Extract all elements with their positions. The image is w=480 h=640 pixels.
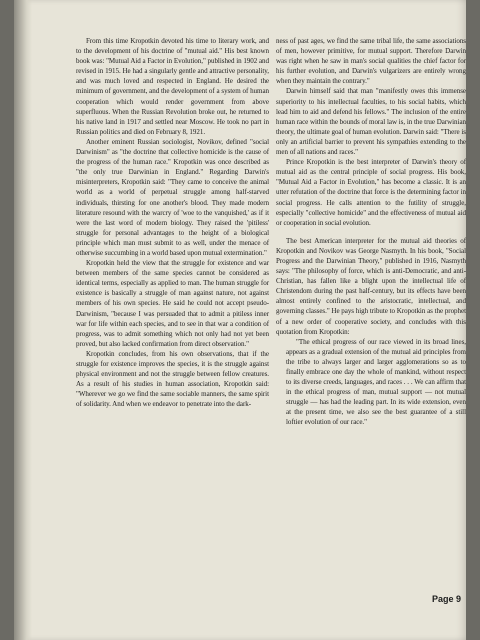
paragraph: Kropotkin held the view that the struggle for existence and war between members of the same species cannot be considered as identical terms, especially as applied to man. The human struggle for existence is basically a struggle of man against nature, not against members of his own species. He said he could not accept pseudo-Darwinism, "because I was persuaded that to admit a pitiless inner war for life within each species, and to see in that war a condition of progress, was to admit something which not only had not yet been proved, but also lacked confirmation from direct observation." bbox=[76, 259, 269, 348]
paragraph: Darwin himself said that man "manifestly owes this immense superiority to his intellectual faculties, to his social habits, which lead him to aid and defend his fellows." The inclusion of the entire human race within the bounds of moral law is, in the true Darwinian theory, the ultimate goal of human evolution. Darwin said: "There is only an artificial barrier to prevent his sympathies extending to the men of all nations and races." bbox=[276, 87, 466, 157]
page-number: Page 9 bbox=[432, 594, 462, 604]
paragraph: From this time Kropotkin devoted his time to literary work, and to the development of his doctrine of "mutual aid." His best known book was: "Mutual Aid a Factor in Evolution," published in 1902 and revised in 1915. He had a singularly gentle and attractive personality, and was much loved and respected in England. He desired the minimum of government, and the development of a system of human cooperation which would render government from above superfluous. When the Russian Revolution broke out, he returned to his native land in 1917 and settled near Moscow. He took no part in Russian politics and died on February 8, 1921. bbox=[76, 37, 269, 136]
block-quote: "The ethical progress of our race viewed in its broad lines, appears as a gradual extension of the mutual aid principles from the tribe to always larger and larger agglomerations so as to finally embrace one day the whole of mankind, without respect to its diverse creeds, languages, and races . . . We can affirm that in the ethical progress of man, mutual support — not mutual struggle — has had the leading part. In its wide extension, even at the present time, we also see the best guarantee of a still loftier evolution of our race." bbox=[286, 337, 466, 427]
paragraph: Kropotkin concludes, from his own observations, that if the struggle for existence improves the species, it is the struggle against physical environment and not the struggle between fellow creatures. As a result of his studies in human association, Kropotkin said: "Wherever we go we find the same sociable manners, the same spirit of solidarity. And when we endeavor to penetrate into the dark- bbox=[76, 349, 269, 409]
paragraph: The best American interpreter for the mutual aid theories of Kropotkin and Novikov was George Nasmyth. In his book, "Social Progress and the Darwinian Theory," published in 1916, Nasmyth says: "The philosophy of force, which is anti-Democratic, and anti-Christian, has fallen like a blight upon the intellectual life of Christendom during the past half-century, but its effects have been almost entirely confined to the aristocratic, intellectual, and governing classes." He pays high tribute to Kropotkin as the prophet of a new order of cooperative society, and concludes with this quotation from Kropotkin: bbox=[276, 236, 466, 336]
paragraph: Another eminent Russian sociologist, Novikov, defined "social Darwinism" as "the doctrine that collective homicide is the cause of the progress of the human race." Kropotkin was once described as "the only true Darwinian in England." Regarding Darwin's misinterpreters, Kropotkin said: "They came to conceive the animal world as a world of perpetual struggle among half-starved individuals, thirsting for one another's blood. They made modern literature resound with the warcry of 'woe to the vanquished,' as if it were the last word of modern biology. They raised the 'pitiless' struggle for personal advantages to the height of a biological principle which man must submit to as well, under the menace of otherwise succumbing in a world based upon mutual extermination." bbox=[76, 137, 269, 257]
right-text-column bbox=[276, 36, 466, 428]
binding-fold bbox=[14, 0, 32, 640]
paragraph-continuation: ness of past ages, we find the same tribal life, the same associations of men, however primitive, for mutual support. Therefore Darwin was right when he saw in man's social qualities the chief factor for his further evolution, and Darwin's vulgarizers are entirely wrong when they maintain the contrary." bbox=[276, 37, 466, 86]
left-text-column bbox=[76, 36, 269, 409]
document-page bbox=[14, 0, 466, 640]
paragraph: Prince Kropotkin is the best interpreter of Darwin's theory of mutual aid as the central principle of social progress. His book, "Mutual Aid a Factor in Evolution," has become a classic. It is an utter refutation of the doctrine that force is the determining factor in social progress. He calls attention to the futility of struggle, especially "collective homicide" and the effectiveness of mutual aid or cooperation in social evolution. bbox=[276, 158, 466, 227]
